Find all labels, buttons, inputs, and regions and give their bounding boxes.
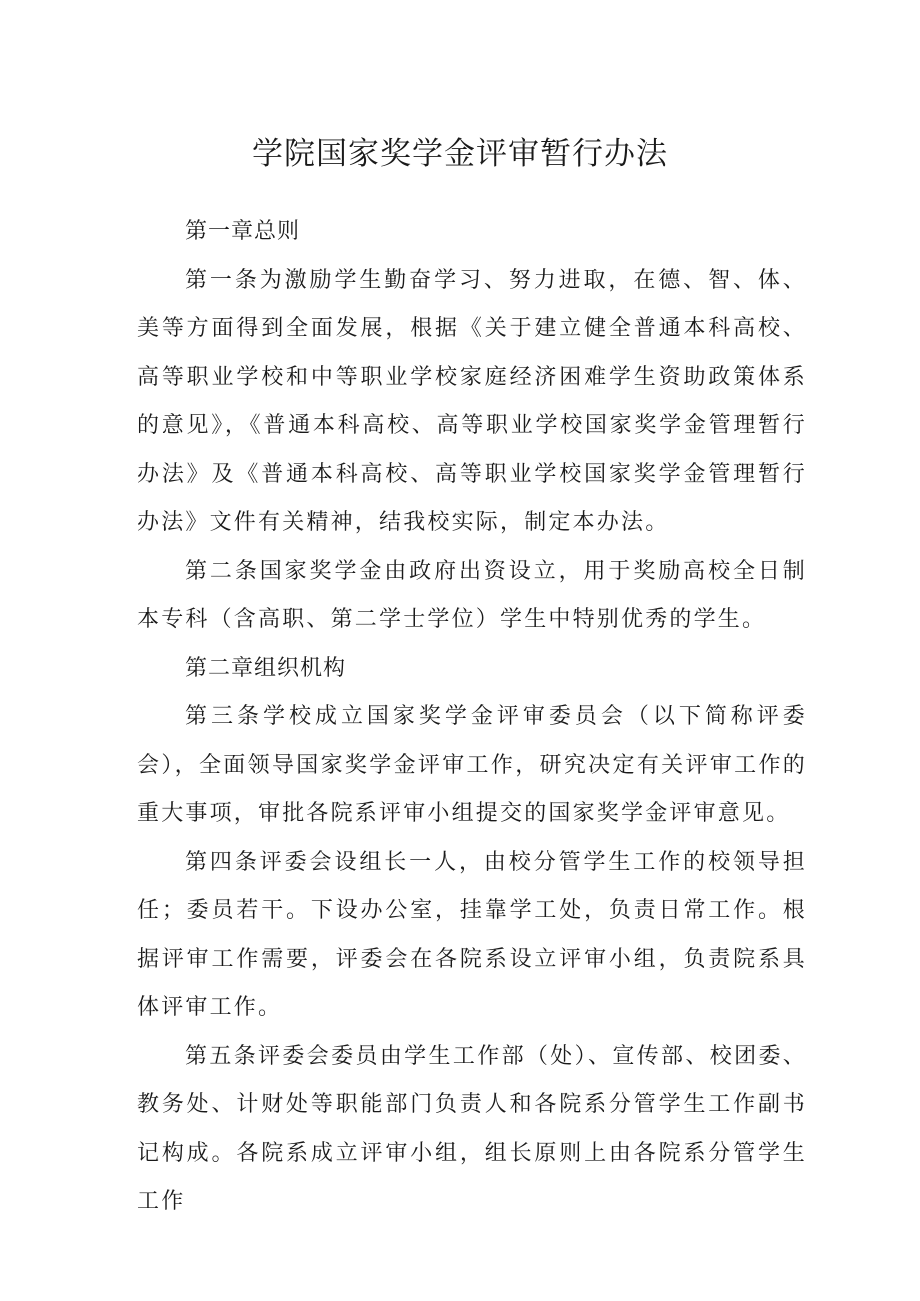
article-5-paragraph: 第五条评委会委员由学生工作部（处）、宣传部、校团委、教务处、计财处等职能部门负责人和各院系分管学生工作副书记构成。各院系成立评审小组，组长原则上由各院系分管学生工作 [137,1043,807,1214]
article-2-paragraph: 第二条国家奖学金由政府出资设立，用于奖励高校全日制本专科（含高职、第二学士学位）学生中特别优秀的学生。 [137,558,807,632]
article-4-paragraph: 第四条评委会设组长一人，由校分管学生工作的校领导担任；委员若干。下设办公室，挂靠学工处，负责日常工作。根据评审工作需要，评委会在各院系设立评审小组，负责院系具体评审工作。 [137,849,807,1020]
chapter-heading-2: 第二章组织机构 [185,655,347,681]
document-title: 学院国家奖学金评审暂行办法 [252,136,668,172]
article-3-paragraph: 第三条学校成立国家奖学金评审委员会（以下简称评委会），全面领导国家奖学金评审工作，研究决定有关评审工作的重大事项，审批各院系评审小组提交的国家奖学金评审意见。 [137,704,807,826]
document-body [137,208,807,1227]
article-1-paragraph: 第一条为激励学生勤奋学习、努力进取，在德、智、体、美等方面得到全面发展，根据《关于建立健全普通本科高校、高等职业学校和中等职业学校家庭经济困难学生资助政策体系的意见》，《普通本科高校、高等职业学校国家奖学金管理暂行办法》及《普通本科高校、高等职业学校国家奖学金管理暂行办法》文件有关精神，结我校实际，制定本办法。 [137,267,807,535]
chapter-heading-1: 第一章总则 [185,219,301,244]
